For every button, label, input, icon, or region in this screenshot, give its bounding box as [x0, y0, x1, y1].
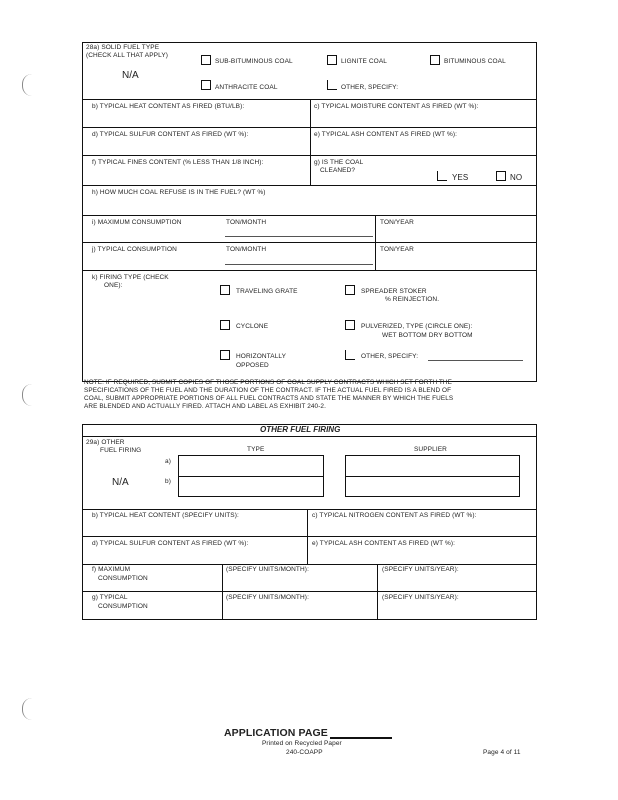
solid-fuel-na: N/A: [122, 70, 139, 81]
option-horizontally: HORIZONTALLY: [236, 353, 287, 360]
option-other-solid: OTHER, SPECIFY:: [341, 84, 399, 91]
footer-title: APPLICATION PAGE: [224, 727, 328, 739]
other-nitrogen-label: c) TYPICAL NITROGEN CONTENT AS FIRED (WT %):: [312, 512, 477, 519]
note-line-1: NOTE: IF REQUIRED, SUBMIT COPIES OF THOSE PORTIONS OF COAL SUPPLY CONTRACTS WHICH SET FORTH THE: [84, 379, 453, 386]
coal-cleaned-label-1: g) IS THE COAL: [314, 159, 364, 166]
other-typ-label-2: CONSUMPTION: [98, 603, 148, 610]
binder-hole-bottom: [22, 698, 33, 720]
option-lignite: LIGNITE COAL: [341, 58, 387, 65]
other-max-label-2: CONSUMPTION: [98, 575, 148, 582]
option-spreader-stoker: SPREADER STOKER: [361, 288, 427, 295]
max-ton-year-label: TON/YEAR: [380, 219, 414, 226]
other-heat-content-label: b) TYPICAL HEAT CONTENT (SPECIFY UNITS):: [92, 512, 239, 519]
solid-fuel-check-label: (CHECK ALL THAT APPLY): [86, 52, 169, 59]
option-traveling-grate: TRAVELING GRATE: [236, 288, 298, 295]
cleaned-yes-label: YES: [452, 173, 469, 182]
moisture-content-label: c) TYPICAL MOISTURE CONTENT AS FIRED (WT %):: [314, 103, 479, 110]
option-reinjection: % REINJECTION.: [385, 296, 440, 303]
other-fuel-label-2: FUEL FIRING: [100, 447, 142, 454]
other-max-units-year: (SPECIFY UNITS/YEAR):: [382, 566, 459, 573]
checkbox-other-firing[interactable]: [345, 350, 355, 360]
max-ton-month-label: TON/MONTH: [226, 219, 267, 226]
binder-hole-top: [22, 74, 33, 96]
checkbox-traveling-grate[interactable]: [220, 285, 230, 295]
note-line-3: COAL, SUBMIT APPROPRIATE PORTIONS OF ALL FUEL CONTRACTS AND STATE THE MANNER BY WHICH THE FUELS: [84, 395, 454, 402]
type-header: TYPE: [247, 446, 265, 453]
binder-hole-middle: [22, 384, 33, 406]
checkbox-bituminous[interactable]: [430, 55, 440, 65]
other-max-label-1: f) MAXIMUM: [92, 566, 131, 573]
other-ash-label: e) TYPICAL ASH CONTENT AS FIRED (WT %):: [312, 540, 456, 547]
firing-type-label-1: k) FIRING TYPE (CHECK: [92, 274, 169, 281]
heat-content-label: b) TYPICAL HEAT CONTENT AS FIRED (BTU/LB):: [92, 103, 245, 110]
other-max-units-month: (SPECIFY UNITS/MONTH):: [226, 566, 309, 573]
footer-page-number: Page 4 of 11: [483, 749, 521, 756]
other-typ-label-1: g) TYPICAL: [92, 594, 128, 601]
cleaned-no-label: NO: [510, 173, 523, 182]
footer-underline: [330, 737, 392, 739]
typ-ton-year-label: TON/YEAR: [380, 246, 414, 253]
checkbox-horizontally-opposed[interactable]: [220, 350, 230, 360]
note-line-2: SPECIFICATIONS OF THE FUEL AND THE DURATION OF THE CONTRACT. IF THE ACTUAL FUEL FIRED IS A BLEND OF: [84, 387, 452, 394]
checkbox-pulverized[interactable]: [345, 320, 355, 330]
coal-cleaned-label-2: CLEANED?: [320, 167, 356, 174]
sulfur-content-label: d) TYPICAL SULFUR CONTENT AS FIRED (WT %):: [92, 131, 249, 138]
option-other-firing: OTHER, SPECIFY:: [361, 353, 419, 360]
option-cyclone: CYCLONE: [236, 323, 269, 330]
checkbox-anthracite[interactable]: [201, 80, 211, 90]
firing-type-label-2: ONE):: [104, 282, 123, 289]
fines-content-label: f) TYPICAL FINES CONTENT (% LESS THAN 1/8 INCH):: [92, 159, 264, 166]
checkbox-lignite[interactable]: [327, 55, 337, 65]
other-typ-units-year: (SPECIFY UNITS/YEAR):: [382, 594, 459, 601]
checkbox-cleaned-yes[interactable]: [437, 171, 447, 181]
other-typ-units-month: (SPECIFY UNITS/MONTH):: [226, 594, 309, 601]
supplier-header: SUPPLIER: [414, 446, 447, 453]
checkbox-sub-bituminous[interactable]: [201, 55, 211, 65]
option-sub-bituminous: SUB-BITUMINOUS COAL: [215, 58, 293, 65]
max-consumption-label: i) MAXIMUM CONSUMPTION: [92, 219, 182, 226]
option-opposed: OPPOSED: [236, 362, 269, 369]
other-fuel-na: N/A: [112, 477, 129, 488]
checkbox-cleaned-no[interactable]: [496, 171, 506, 181]
footer-form-number: 240-COAPP: [286, 749, 323, 756]
row-a-label: a): [165, 458, 171, 465]
other-fuel-label-1: 29a) OTHER: [86, 439, 125, 446]
option-anthracite: ANTHRACITE COAL: [215, 84, 278, 91]
option-pulverized: PULVERIZED, TYPE (CIRCLE ONE):: [361, 323, 473, 330]
other-sulfur-label: d) TYPICAL SULFUR CONTENT AS FIRED (WT %):: [92, 540, 249, 547]
checkbox-spreader-stoker[interactable]: [345, 285, 355, 295]
solid-fuel-table: [82, 42, 537, 382]
option-bituminous: BITUMINOUS COAL: [444, 58, 506, 65]
typical-consumption-label: j) TYPICAL CONSUMPTION: [92, 246, 177, 253]
note-line-4: ARE BLENDED AND ACTUALLY FIRED. ATTACH AND LABEL AS EXHIBIT 240-2.: [84, 403, 326, 410]
coal-refuse-label: h) HOW MUCH COAL REFUSE IS IN THE FUEL? (WT %): [92, 189, 266, 196]
option-wet-dry-bottom: WET BOTTOM DRY BOTTOM: [382, 332, 473, 339]
checkbox-other-solid[interactable]: [327, 80, 337, 90]
footer-recycled: Printed on Recycled Paper: [262, 740, 342, 747]
checkbox-cyclone[interactable]: [220, 320, 230, 330]
typ-ton-month-label: TON/MONTH: [226, 246, 267, 253]
other-fuel-title: OTHER FUEL FIRING: [260, 425, 341, 434]
ash-content-label: e) TYPICAL ASH CONTENT AS FIRED (WT %):: [314, 131, 458, 138]
solid-fuel-type-label: 28a) SOLID FUEL TYPE: [86, 44, 160, 51]
row-b-label: b): [165, 478, 171, 485]
